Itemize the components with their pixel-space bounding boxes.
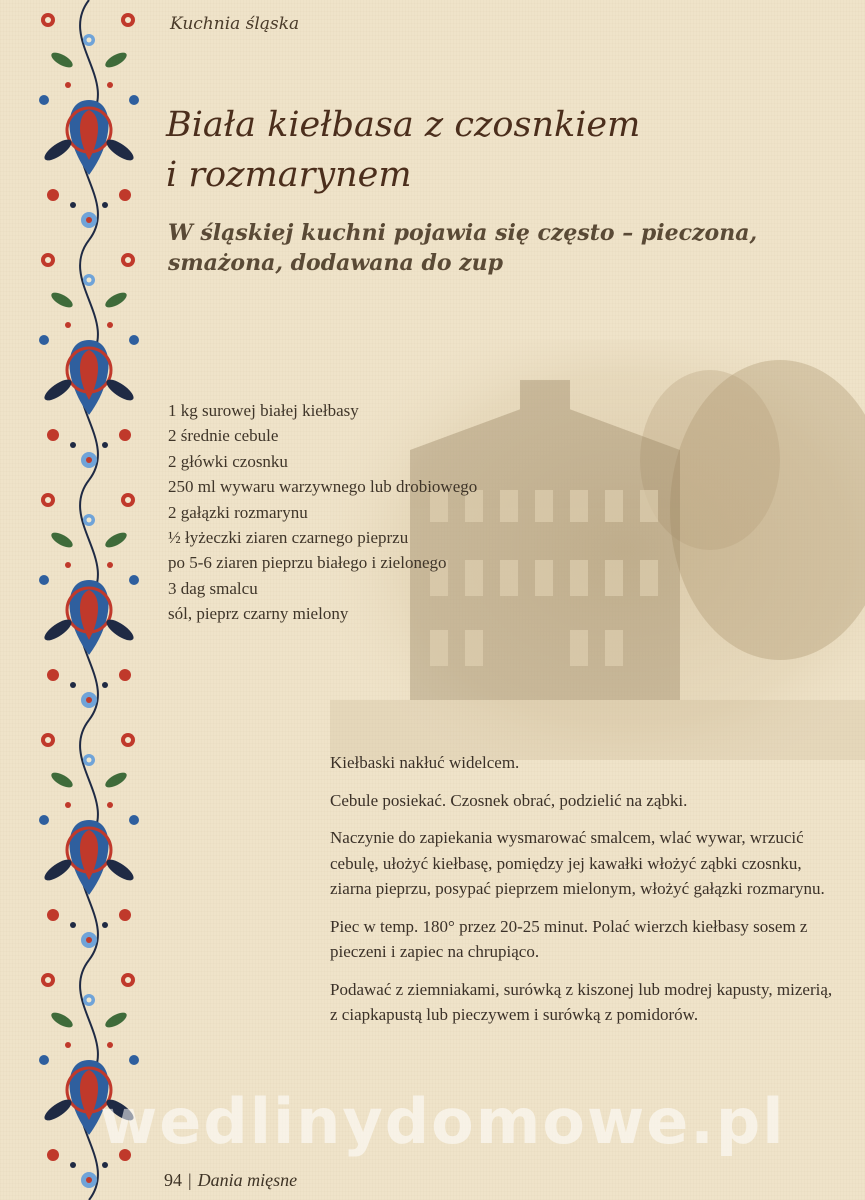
ingredient-item: 250 ml wywaru warzywnego lub drobiowego (168, 477, 478, 497)
step-paragraph: Piec w temp. 180° przez 20-25 minut. Polać wierzch kiełbasy sosem z pieczeni i zapiec na chrupiąco. (330, 916, 808, 961)
section-name: Dania mięsne (197, 1170, 298, 1190)
page-footer (164, 1170, 297, 1191)
recipe-subtitle (168, 218, 828, 278)
ingredient-item: 1 kg surowej białej kiełbasy (168, 401, 359, 420)
step-paragraph: Naczynie do zapiekania wysmarować smalcem, wlać wywar, wrzucić cebulę, ułożyć kiełbasę, pomiędzy jej kawałki włożyć ząbki czosnku, ziarna pieprzu, posypać pieprzem mielonym, włożyć gałązki rozmarynu. (330, 828, 825, 898)
ingredient-item: sól, pieprz czarny mielony (168, 604, 349, 624)
step-paragraph: Cebule posiekać. Czosnek obrać, podzielić na ząbki. (330, 790, 688, 810)
ingredient-list (168, 398, 588, 627)
category-header: Kuchnia śląska (170, 14, 300, 34)
ingredient-item: 2 średnie cebule (168, 426, 279, 446)
recipe-subtitle-line2: smażona, dodawana do zup (168, 250, 504, 276)
folk-ornament-border (28, 0, 150, 1200)
watermark: wedlinydomowe.pl (100, 1085, 786, 1158)
preparation-steps (330, 750, 840, 1040)
ingredient-item: po 5-6 ziaren pieprzu białego i zielonego (168, 553, 447, 573)
ingredient-item: 2 gałązki rozmarynu (168, 502, 308, 522)
ingredient-item: 3 dag smalcu (168, 578, 258, 598)
step-paragraph: Kiełbaski nakłuć widelcem. (330, 753, 520, 772)
recipe-title-line2: i rozmarynem (166, 155, 412, 195)
footer-separator: | (188, 1170, 192, 1190)
ingredient-item: ½ łyżeczki ziaren czarnego pieprzu (168, 528, 409, 548)
page-number: 94 (164, 1170, 182, 1190)
recipe-subtitle-line1: W śląskiej kuchni pojawia się często – pieczona, (168, 220, 758, 246)
recipe-title (166, 100, 826, 200)
recipe-title-line1: Biała kiełbasa z czosnkiem (166, 105, 641, 145)
step-paragraph: Podawać z ziemniakami, surówką z kiszonej lub modrej kapusty, mizerią, z ciapkapustą lub pieczywem i surówką z pomidorów. (330, 979, 833, 1024)
ingredient-item: 2 główki czosnku (168, 451, 288, 471)
